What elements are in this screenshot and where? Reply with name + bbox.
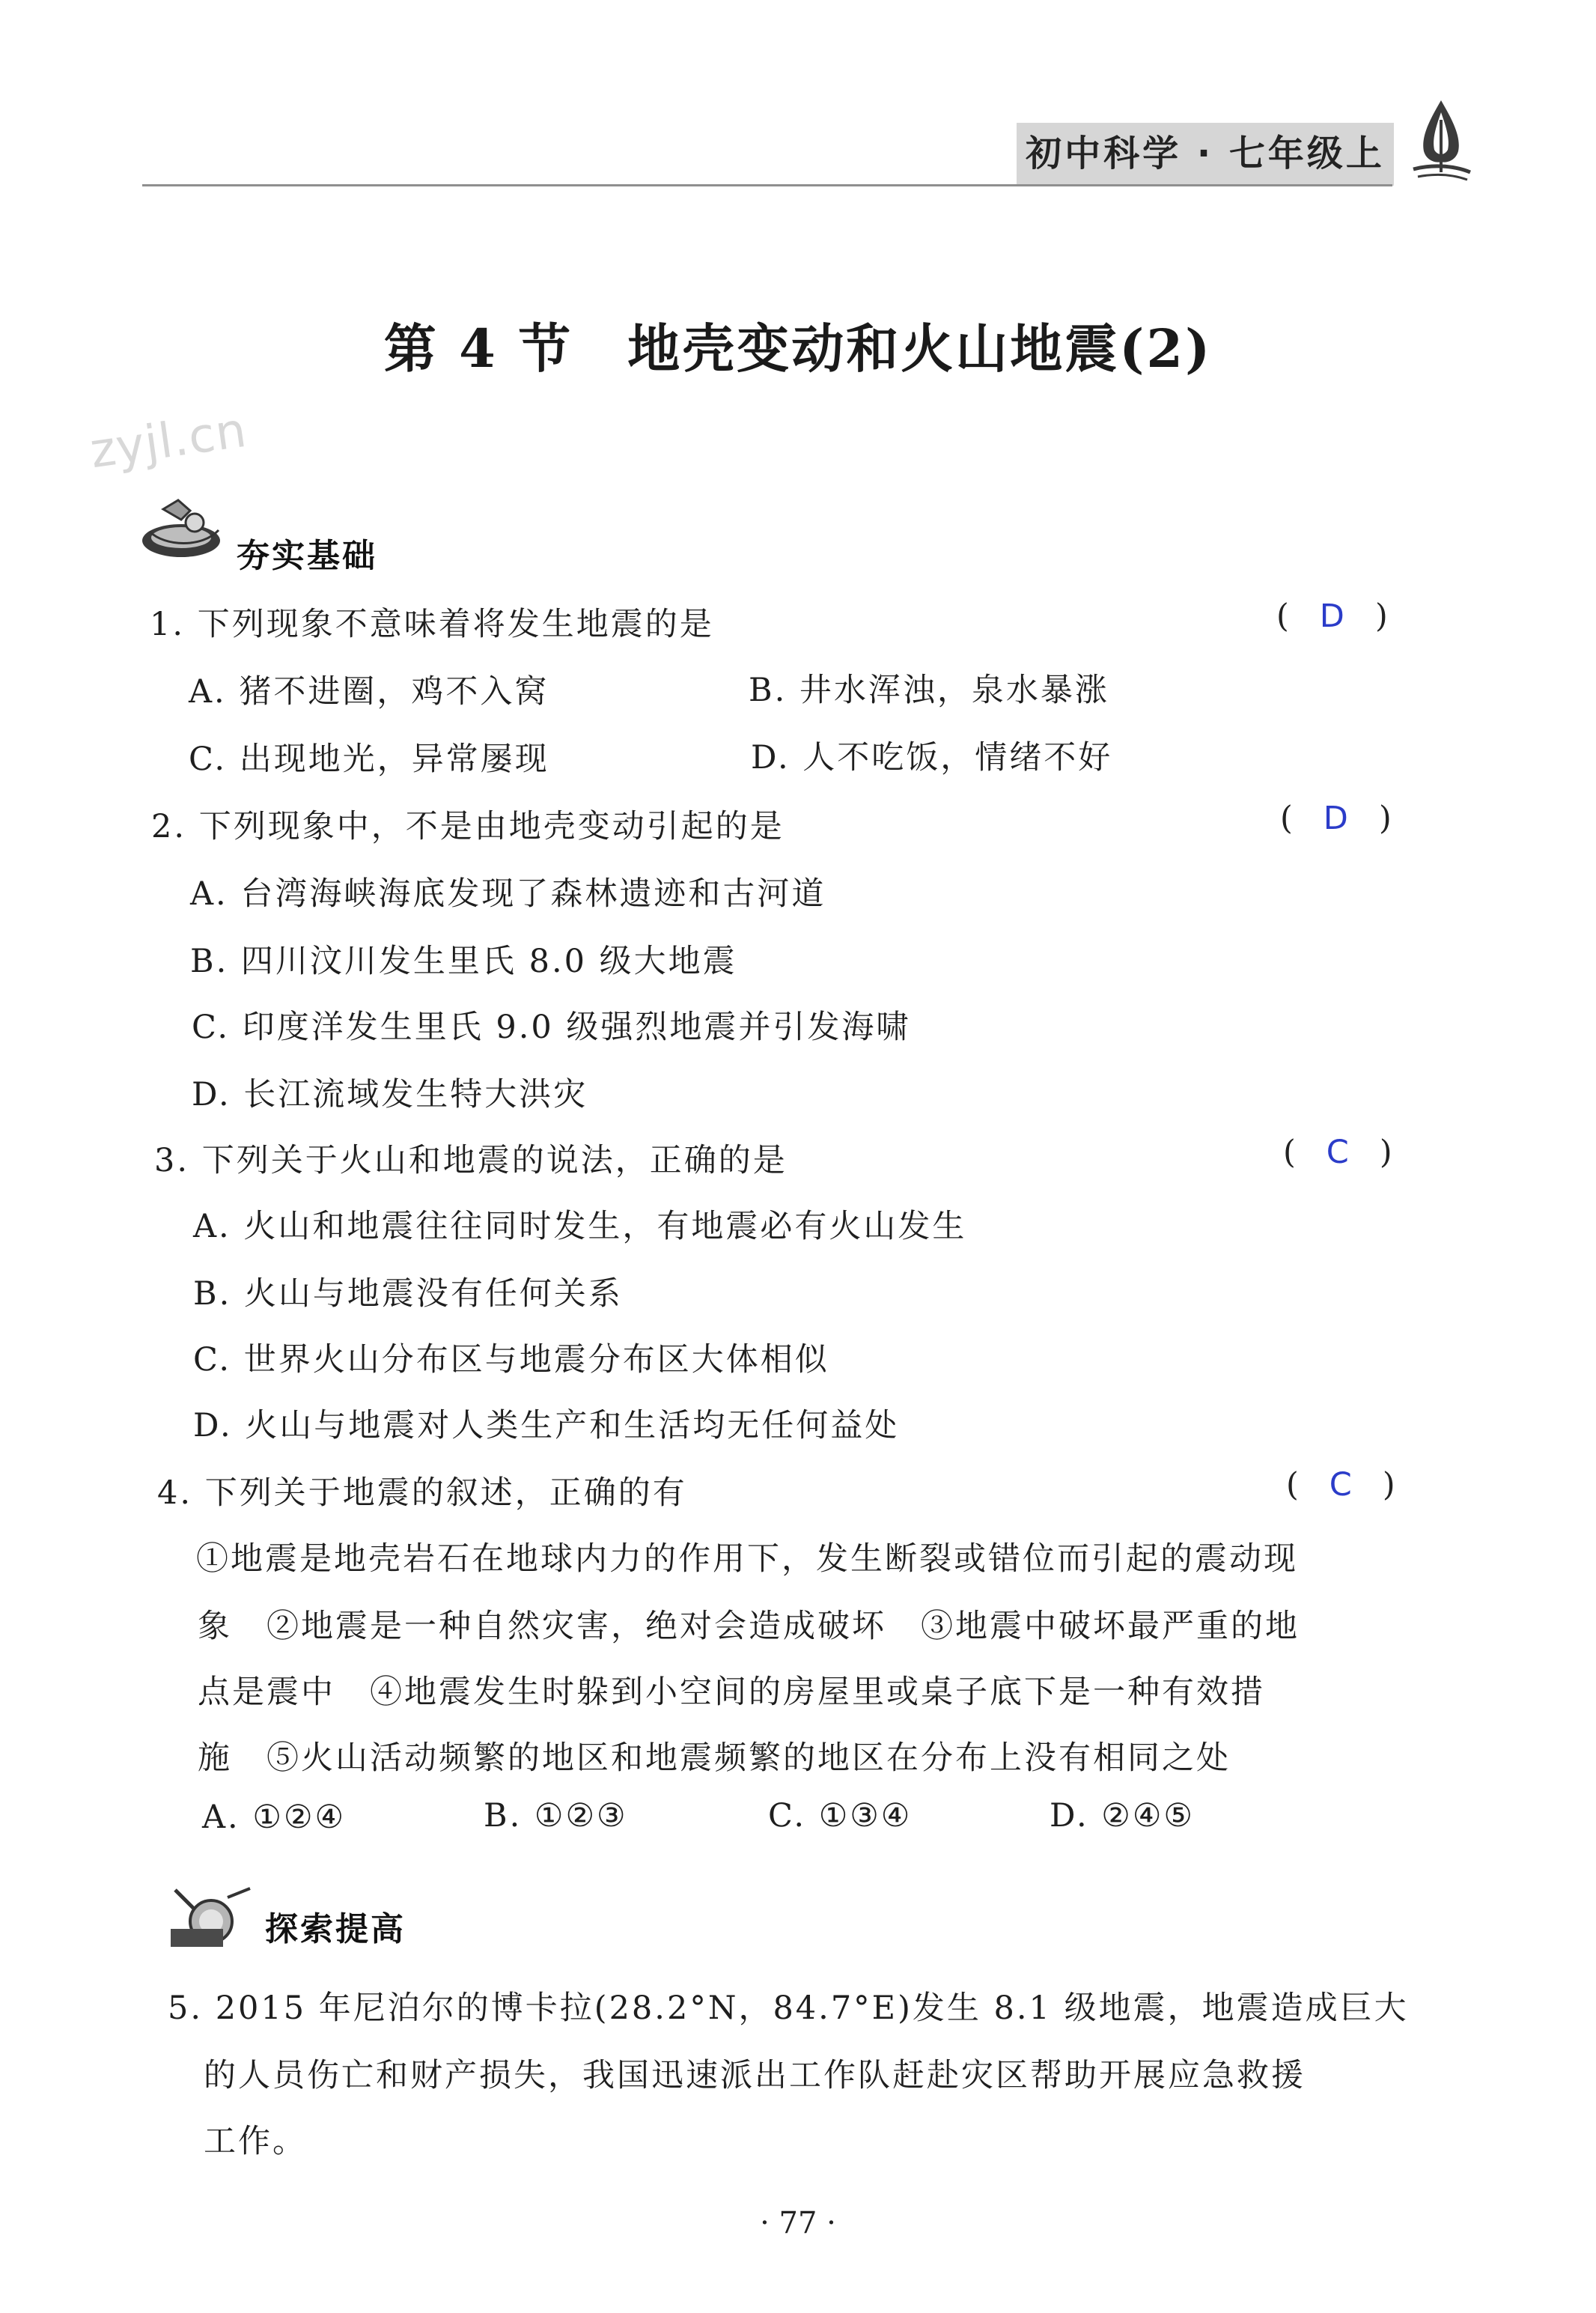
q3-option-c: C. 世界火山分布区与地震分布区大体相似 — [193, 1341, 829, 1379]
section-explore-icon — [160, 1882, 258, 1950]
q3-answer-open: ( — [1283, 1134, 1296, 1171]
q4-body-line-4: 施 ⑤火山活动频繁的地区和地震频繁的地区在分布上没有相同之处 — [198, 1739, 1231, 1777]
q4-answer — [1286, 1466, 1395, 1504]
section-basic-icon — [135, 494, 232, 562]
section-explore-label: 探索提高 — [265, 1910, 406, 1948]
q2-stem: 2. 下列现象中，不是由地壳变动引起的是 — [151, 808, 785, 845]
q4-option-d: D. ②④⑤ — [1050, 1797, 1195, 1835]
q3-answer-letter: C — [1326, 1134, 1349, 1171]
page-title: 第 4 节 地壳变动和火山地震(2) — [383, 317, 1213, 380]
q2-answer-letter: D — [1323, 800, 1348, 837]
q2-option-a: A. 台湾海峡海底发现了森林遗迹和古河道 — [190, 875, 826, 913]
q4-option-b: B. ①②③ — [484, 1797, 628, 1835]
q3-answer-close: ) — [1379, 1134, 1392, 1171]
q1-option-c: C. 出现地光，异常屡现 — [189, 741, 549, 778]
q5-line-2: 的人员伤亡和财产损失，我国迅速派出工作队赶赴灾区帮助开展应急救援 — [204, 2057, 1306, 2094]
q4-answer-close: ) — [1382, 1466, 1395, 1504]
q4-body-line-2: 象 ②地震是一种自然灾害，绝对会造成破坏 ③地震中破坏最严重的地 — [198, 1608, 1300, 1645]
q2-option-c: C. 印度洋发生里氏 9.0 级强烈地震并引发海啸 — [192, 1009, 911, 1046]
q4-option-a: A. ①②④ — [202, 1799, 347, 1836]
q4-body-line-1: ①地震是地壳岩石在地球内力的作用下，发生断裂或错位而引起的震动现 — [196, 1540, 1298, 1578]
watermark: zyjl.cn — [86, 402, 251, 480]
section-basic-label: 夯实基础 — [237, 537, 377, 575]
q1-answer-close: ) — [1374, 598, 1388, 635]
q2-option-d: D. 长江流域发生特大洪灾 — [192, 1076, 588, 1113]
q4-answer-letter: C — [1329, 1466, 1352, 1504]
q4-option-c: C. ①③④ — [768, 1797, 913, 1835]
tree-logo-icon — [1407, 97, 1475, 183]
q1-option-d: D. 人不吃饭，情绪不好 — [751, 739, 1113, 776]
q3-option-b: B. 火山与地震没有任何关系 — [193, 1275, 623, 1313]
q5-line-1: 5. 2015 年尼泊尔的博卡拉(28.2°N，84.7°E)发生 8.1 级地震，地震造成巨大 — [168, 1990, 1409, 2027]
q1-option-b: B. 井水浑浊，泉水暴涨 — [749, 672, 1109, 709]
q2-answer-close: ) — [1378, 800, 1392, 837]
q1-answer-open: ( — [1276, 598, 1289, 635]
q2-answer-open: ( — [1280, 800, 1293, 837]
header-title: 初中科学 · 七年级上 — [1026, 133, 1385, 174]
q4-answer-open: ( — [1286, 1466, 1299, 1504]
q4-stem: 4. 下列关于地震的叙述，正确的有 — [157, 1474, 687, 1512]
q3-answer — [1283, 1134, 1392, 1171]
q3-option-d: D. 火山与地震对人类生产和生活均无任何益处 — [193, 1407, 900, 1444]
q2-answer — [1280, 800, 1392, 837]
q5-line-3: 工作。 — [204, 2123, 307, 2160]
q1-stem: 1. 下列现象不意味着将发生地震的是 — [150, 606, 714, 643]
q1-option-a: A. 猪不进圈，鸡不入窝 — [189, 673, 549, 711]
header-divider — [142, 184, 1392, 186]
q3-stem: 3. 下列关于火山和地震的说法，正确的是 — [154, 1142, 788, 1179]
q4-body-line-3: 点是震中 ④地震发生时躲到小空间的房屋里或桌子底下是一种有效措 — [198, 1674, 1265, 1711]
q2-option-b: B. 四川汶川发生里氏 8.0 级大地震 — [190, 943, 737, 980]
q1-answer — [1276, 598, 1388, 635]
q3-option-a: A. 火山和地震往往同时发生，有地震必有火山发生 — [193, 1208, 967, 1245]
page-number: · 77 · — [760, 2206, 836, 2240]
q1-answer-letter: D — [1319, 598, 1344, 635]
